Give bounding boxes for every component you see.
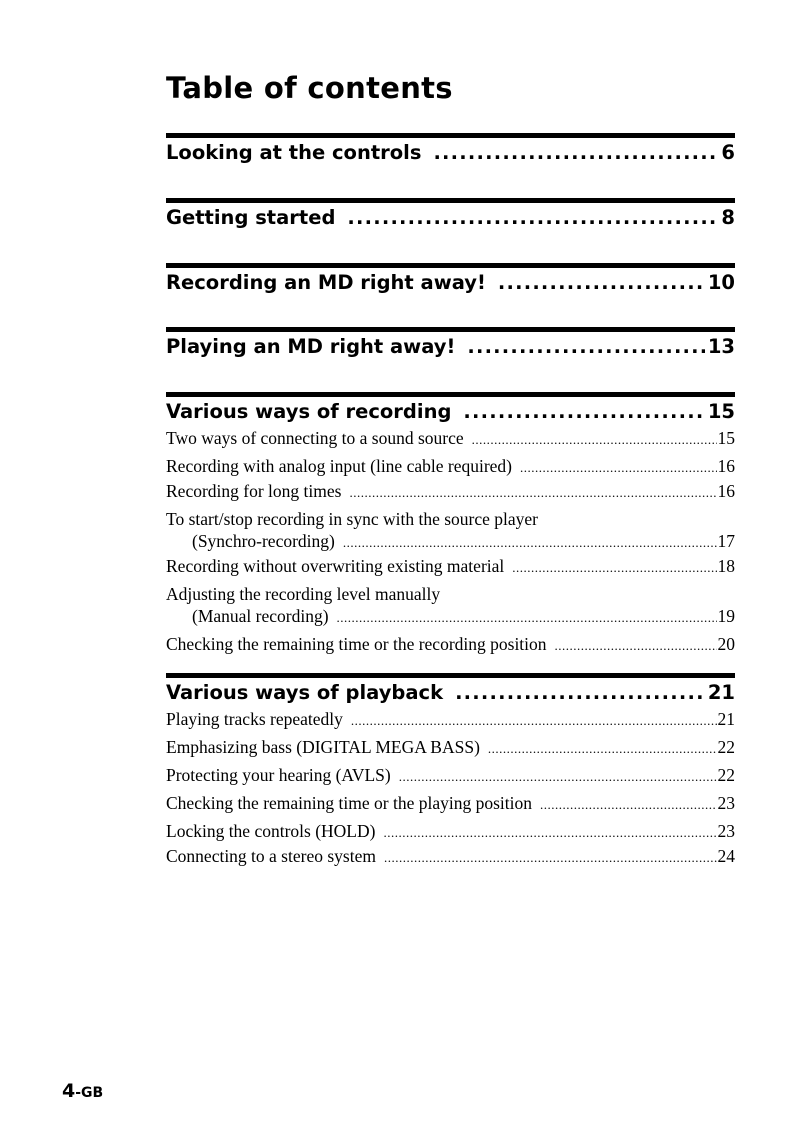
entry-label: Playing tracks repeatedly [166, 709, 343, 729]
section-page: 10 [707, 271, 735, 294]
page-title: Table of contents [166, 71, 453, 105]
dot-leader [351, 710, 717, 732]
toc-section [166, 263, 735, 296]
entry-label: Emphasizing bass (DIGITAL MEGA BASS) [166, 737, 480, 757]
entry-page: 20 [717, 634, 735, 654]
dot-leader [488, 738, 717, 760]
section-heading[interactable] [166, 270, 735, 296]
entry-page: 21 [717, 709, 735, 729]
section-rule [166, 392, 735, 397]
entry-label: Checking the remaining time or the playing position [166, 793, 532, 813]
entry-label: Recording for long times [166, 481, 342, 501]
entry-label: Recording with analog input (line cable required) [166, 456, 512, 476]
toc-entry[interactable] [166, 455, 735, 479]
toc-section [166, 673, 735, 869]
entry-page: 23 [717, 793, 735, 813]
section-heading[interactable] [166, 140, 735, 166]
toc-entry[interactable] [166, 427, 735, 451]
toc-entry[interactable] [166, 583, 735, 629]
dot-leader [540, 794, 717, 816]
toc-entry[interactable] [166, 480, 735, 504]
entry-page: 17 [717, 531, 735, 551]
dot-leader [349, 482, 716, 504]
toc-entry[interactable] [166, 736, 735, 760]
section-label: Various ways of recording [166, 400, 452, 423]
entry-label: Adjusting the recording level manually [166, 584, 441, 604]
toc-entry[interactable] [166, 820, 735, 844]
page-number-footer [62, 1080, 103, 1102]
entry-page: 23 [717, 821, 735, 841]
entry-label: To start/stop recording in sync with the source player [166, 509, 539, 529]
dot-leader [555, 635, 717, 657]
dot-leader [399, 766, 717, 788]
toc-entry[interactable] [166, 508, 735, 554]
entry-page: 22 [717, 737, 735, 757]
dot-leader [472, 429, 717, 451]
dot-leader [383, 822, 716, 844]
entry-label: Protecting your hearing (AVLS) [166, 765, 391, 785]
dot-leader [455, 680, 705, 706]
section-page: 6 [721, 141, 735, 164]
dot-leader [337, 607, 717, 629]
dot-leader [384, 847, 717, 869]
toc-entry[interactable] [166, 764, 735, 788]
section-page: 21 [707, 681, 735, 704]
section-label: Getting started [166, 206, 336, 229]
entry-label-continued: (Synchro-recording) [192, 531, 335, 551]
entry-page: 18 [717, 556, 735, 576]
toc-section [166, 133, 735, 166]
section-page: 8 [721, 206, 735, 229]
section-rule [166, 673, 735, 678]
dot-leader [467, 334, 705, 360]
dot-leader [347, 205, 718, 231]
toc-entry[interactable] [166, 845, 735, 869]
entry-page: 19 [717, 606, 735, 626]
section-label: Recording an MD right away! [166, 271, 486, 294]
section-rule [166, 327, 735, 332]
dot-leader [463, 399, 704, 425]
language-suffix: -GB [75, 1085, 104, 1101]
section-heading[interactable] [166, 334, 735, 360]
entry-label: Recording without overwriting existing material [166, 556, 505, 576]
section-heading[interactable] [166, 399, 735, 425]
section-rule [166, 263, 735, 268]
entry-page: 24 [717, 846, 735, 866]
toc-section [166, 392, 735, 657]
toc-section [166, 327, 735, 360]
section-heading[interactable] [166, 680, 735, 706]
toc-entry[interactable] [166, 633, 735, 657]
section-heading[interactable] [166, 205, 735, 231]
section-rule [166, 198, 735, 203]
dot-leader [520, 457, 717, 479]
dot-leader [512, 557, 716, 579]
toc-entry[interactable] [166, 708, 735, 732]
dot-leader [343, 532, 717, 554]
entry-page: 15 [717, 428, 735, 448]
section-label: Looking at the controls [166, 141, 422, 164]
dot-leader [498, 270, 705, 296]
dot-leader [433, 140, 718, 166]
entry-page: 22 [717, 765, 735, 785]
section-page: 13 [707, 335, 735, 358]
entry-label: Locking the controls (HOLD) [166, 821, 376, 841]
entry-label: Checking the remaining time or the recording position [166, 634, 547, 654]
entry-page: 16 [717, 456, 735, 476]
section-label: Playing an MD right away! [166, 335, 456, 358]
entry-label: Two ways of connecting to a sound source [166, 428, 464, 448]
entry-label: Connecting to a stereo system [166, 846, 376, 866]
section-label: Various ways of playback [166, 681, 444, 704]
section-page: 15 [707, 400, 735, 423]
entry-label-continued: (Manual recording) [192, 606, 329, 626]
toc-entry[interactable] [166, 792, 735, 816]
page-number: 4 [62, 1080, 76, 1102]
entry-page: 16 [717, 481, 735, 501]
toc-section [166, 198, 735, 231]
section-rule [166, 133, 735, 138]
toc-entry[interactable] [166, 555, 735, 579]
